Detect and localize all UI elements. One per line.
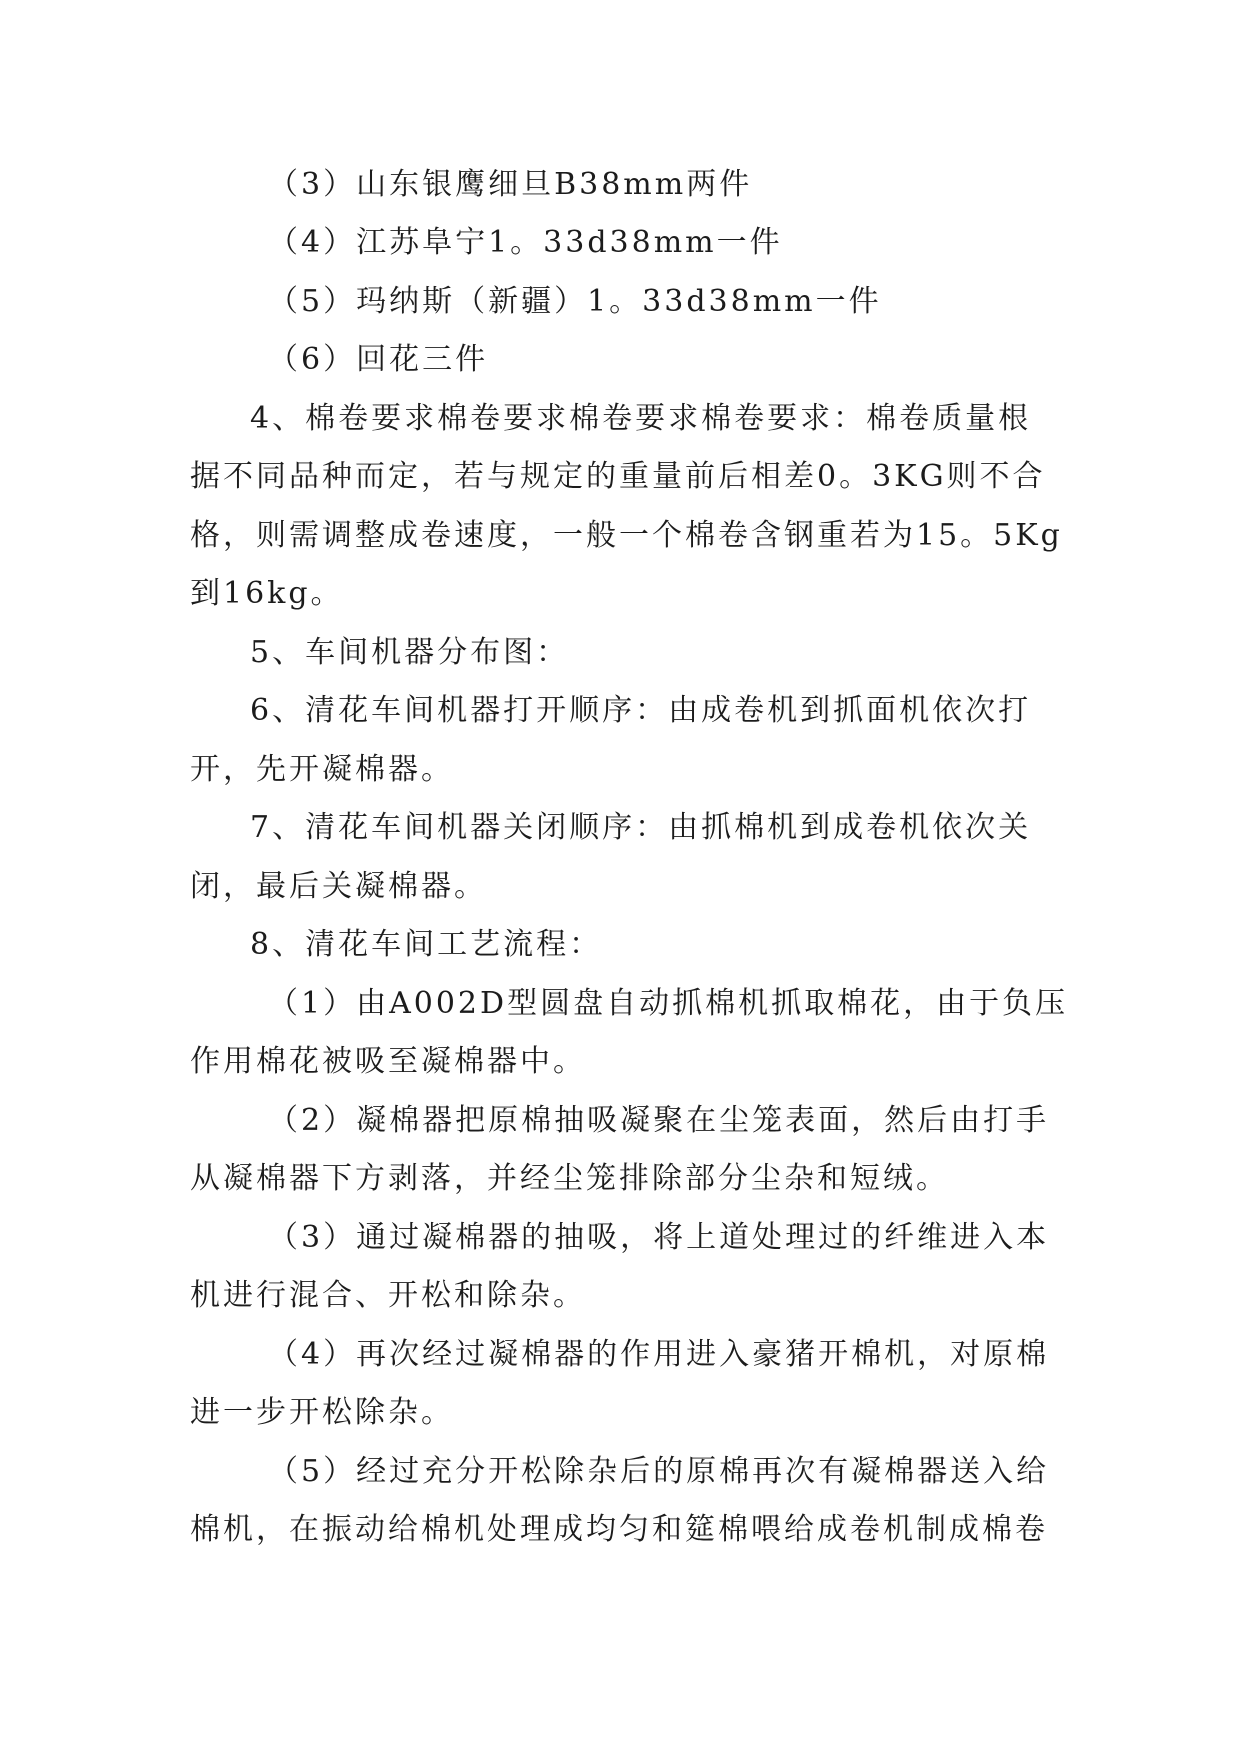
paragraph-line: 6、清花车间机器打开顺序：由成卷机到抓面机依次打 xyxy=(250,693,1032,728)
paragraph-line: （2）凝棉器把原棉抽吸凝聚在尘笼表面，然后由打手 xyxy=(268,1103,1050,1138)
paragraph-line: 4、棉卷要求棉卷要求棉卷要求棉卷要求：棉卷质量根 xyxy=(250,401,1032,436)
paragraph-line: 作用棉花被吸至凝棉器中。 xyxy=(190,1044,586,1079)
paragraph-line: 7、清花车间机器关闭顺序：由抓棉机到成卷机依次关 xyxy=(250,810,1032,845)
paragraph-line: 棉机，在振动给棉机处理成均匀和筵棉喂给成卷机制成棉卷 xyxy=(190,1512,1048,1547)
paragraph-line: 机进行混合、开松和除杂。 xyxy=(190,1278,586,1313)
paragraph-line: （4）再次经过凝棉器的作用进入豪猪开棉机，对原棉 xyxy=(268,1337,1050,1372)
paragraph-line: 格，则需调整成卷速度，一般一个棉卷含钢重若为15。5Kg xyxy=(190,518,1063,553)
list-item: （5）玛纳斯（新疆）1。33d38mm一件 xyxy=(268,284,882,319)
list-item: （4）江苏阜宁1。33d38mm一件 xyxy=(268,225,783,260)
paragraph-line: （1）由A002D型圆盘自动抓棉机抓取棉花，由于负压 xyxy=(268,986,1069,1021)
section-heading: 5、车间机器分布图： xyxy=(250,635,570,670)
paragraph-line: 到16kg。 xyxy=(190,576,344,611)
section-heading: 8、清花车间工艺流程： xyxy=(250,927,603,962)
paragraph-line: （5）经过充分开松除杂后的原棉再次有凝棉器送入给 xyxy=(268,1454,1050,1489)
paragraph-line: 闭，最后关凝棉器。 xyxy=(190,869,487,904)
paragraph-line: 进一步开松除杂。 xyxy=(190,1395,454,1430)
paragraph-line: （3）通过凝棉器的抽吸，将上道处理过的纤维进入本 xyxy=(268,1220,1050,1255)
list-item: （3）山东银鹰细旦B38mm两件 xyxy=(268,167,753,202)
paragraph-line: 据不同品种而定，若与规定的重量前后相差0。3KG则不合 xyxy=(190,459,1046,494)
list-item: （6）回花三件 xyxy=(268,342,489,377)
paragraph-line: 开，先开凝棉器。 xyxy=(190,752,454,787)
paragraph-line: 从凝棉器下方剥落，并经尘笼排除部分尘杂和短绒。 xyxy=(190,1161,949,1196)
